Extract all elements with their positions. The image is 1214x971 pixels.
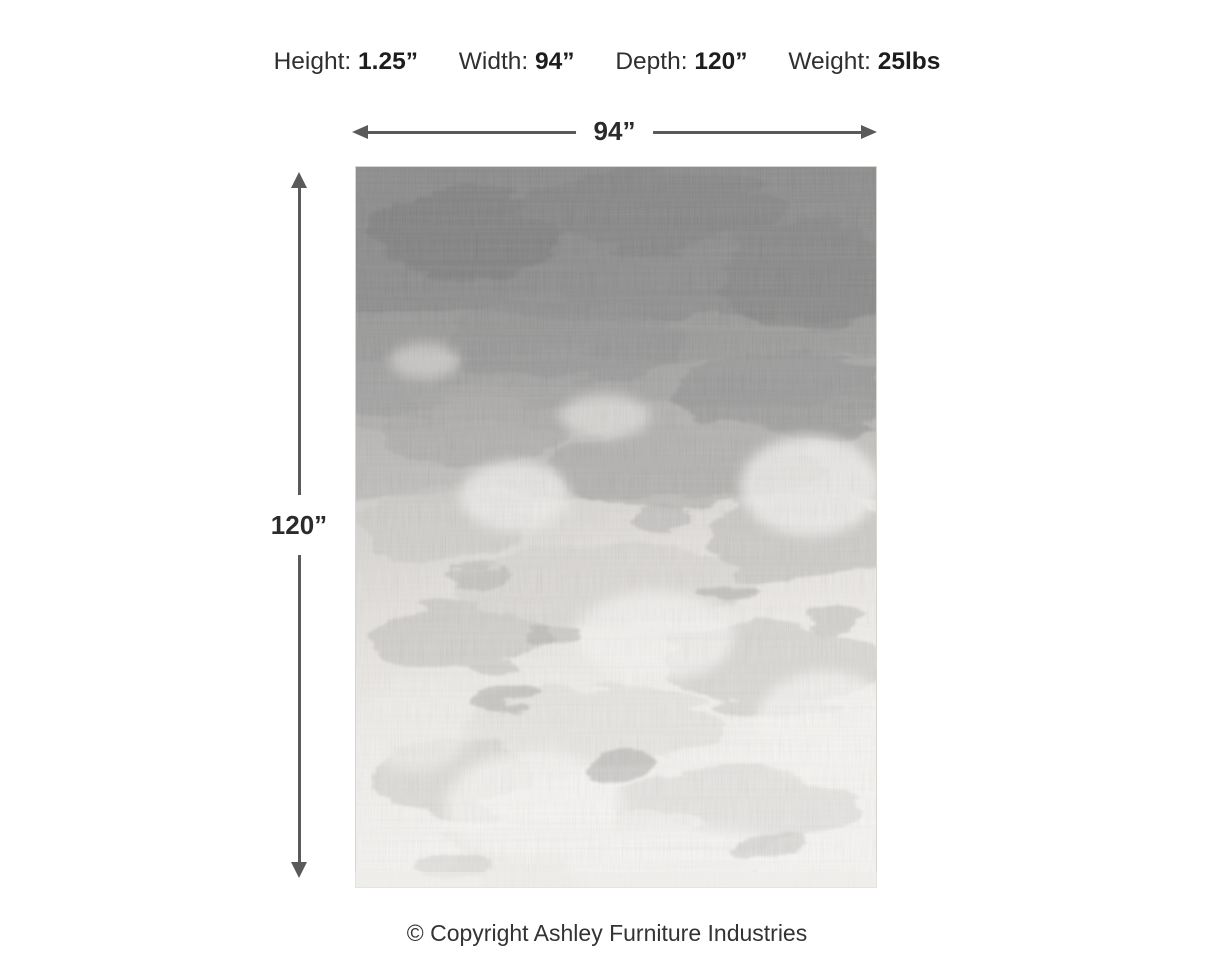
spec-height-value: 1.25” [358,48,418,75]
copyright-text: © Copyright Ashley Furniture Industries [406,920,808,946]
arrow-right-icon [861,125,877,139]
spec-width-label: Width: [458,48,529,75]
height-dimension-label: 120” [271,495,327,555]
product-image [355,166,877,888]
arrow-up-icon [291,172,307,188]
spec-weight-value: 25lbs [877,48,941,75]
rug-illustration [355,166,877,888]
spec-weight-label: Weight: [788,48,871,75]
spec-depth [615,48,747,76]
spec-width [459,48,575,76]
width-dimension-label: 94” [576,114,654,148]
spec-height-label: Height: [273,48,352,75]
width-dimension-indicator [352,114,877,150]
arrow-down-icon [291,862,307,878]
height-dimension-indicator [256,172,346,878]
spec-depth-value: 120” [694,48,748,75]
spec-depth-label: Depth: [615,48,688,75]
spec-summary [0,48,1214,76]
spec-width-value: 94” [535,48,575,75]
spec-weight [788,48,940,76]
spec-height [274,48,418,76]
arrow-left-icon [352,125,368,139]
